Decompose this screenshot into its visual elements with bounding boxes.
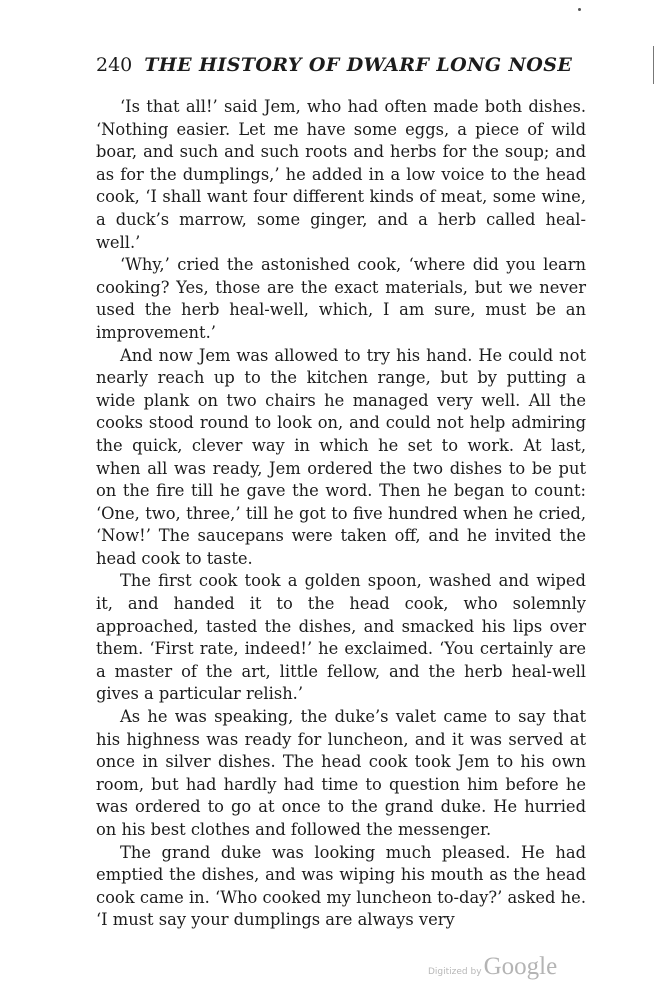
paragraph: The first cook took a golden spoon, washed and wiped it, and handed it to the head cook, who solemnly approached, tasted the dishes, and smacked his lips over them. ‘First rate, indeed!’ he exclaimed. ‘You certainly are a master of the art, little fellow, and the herb heal-well gives a particular relish.’ bbox=[96, 571, 586, 704]
watermark-prefix: Digitized by bbox=[428, 967, 482, 977]
running-header bbox=[96, 53, 584, 77]
paragraph: As he was speaking, the duke’s valet came to say that his highness was ready for luncheon, and it was served at once in silver dishes. The head cook took Jem to his own room, but had hardly had time to question him before he was ordered to go at once to the grand duke. He hurried on his best clothes and followed the messenger. bbox=[96, 707, 586, 839]
page-edge-line bbox=[653, 46, 654, 84]
digitized-watermark bbox=[428, 953, 557, 981]
google-logo: Google bbox=[483, 953, 558, 980]
body-text bbox=[96, 96, 586, 932]
paragraph: The grand duke was looking much pleased. He had emptied the dishes, and was wiping his mouth as the head cook came in. ‘Who cooked my luncheon to-day?’ asked he. ‘I must say your dumplings are always very bbox=[96, 842, 586, 930]
ink-speck bbox=[578, 8, 581, 11]
page-number: 240 bbox=[96, 54, 133, 76]
paragraph: ‘Is that all!’ said Jem, who had often made both dishes. ‘Nothing easier. Let me have some eggs, a piece of wild boar, and such and such roots and herbs for the soup; and as for the dumplings,’ he added in a low voice to the head cook, ‘I shall want four different kinds of meat, some wine, a duck’s marrow, some ginger, and a herb called heal-well.’ bbox=[96, 97, 586, 252]
paragraph: And now Jem was allowed to try his hand. He could not nearly reach up to the kitchen range, but by putting a wide plank on two chairs he managed very well. All the cooks stood round to look on, and could not help admiring the quick, clever way in which he set to work. At last, when all was ready, Jem ordered the two dishes to be put on the fire till he gave the word. Then he began to count: ‘One, two, three,’ till he got to five hundred when he cried, ‘Now!’ The saucepans were taken off, and he invited the head cook to taste. bbox=[96, 345, 586, 568]
paragraph: ‘Why,’ cried the astonished cook, ‘where did you learn cooking? Yes, those are the exact materials, but we never used the herb heal-well, which, I am sure, must be an improvement.’ bbox=[96, 255, 586, 342]
running-title: THE HISTORY OF DWARF LONG NOSE bbox=[144, 54, 573, 76]
